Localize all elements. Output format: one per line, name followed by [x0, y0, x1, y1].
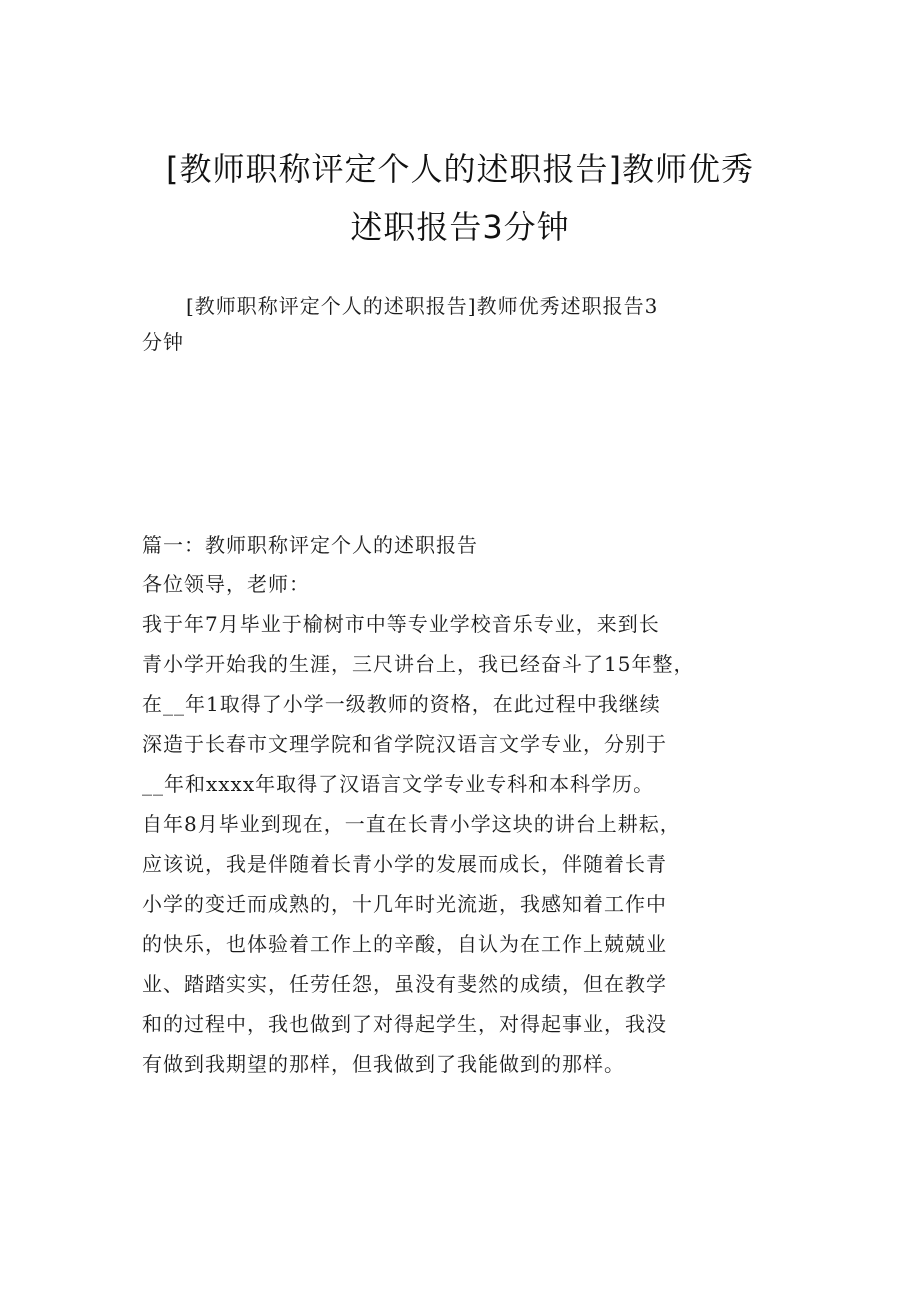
body-line: 自年8月毕业到现在，一直在长青小学这块的讲台上耕耘， [142, 812, 681, 836]
subtitle-line-2: 分钟 [142, 330, 184, 354]
body-line: 的快乐，也体验着工作上的辛酸，自认为在工作上兢兢业 [142, 932, 667, 956]
document-title [100, 140, 820, 256]
body-line: 业、踏踏实实，任劳任怨，虽没有斐然的成绩，但在教学 [142, 972, 667, 996]
title-line-1: [教师职称评定个人的述职报告]教师优秀 [166, 150, 754, 188]
body-line: __年和xxxx年取得了汉语言文学专业专科和本科学历。 [142, 772, 655, 796]
document-subtitle [142, 288, 782, 360]
body-line: 深造于长春市文理学院和省学院汉语言文学专业，分别于 [142, 732, 667, 756]
title-line-2: 述职报告3分钟 [350, 208, 570, 246]
subtitle-line-1: [教师职称评定个人的述职报告]教师优秀述职报告3 [186, 294, 659, 318]
body-line: 在__年1取得了小学一级教师的资格，在此过程中我继续 [142, 692, 661, 716]
document-body [142, 526, 802, 1084]
body-line: 应该说，我是伴随着长青小学的发展而成长，伴随着长青 [142, 852, 667, 876]
section-heading: 篇一：教师职称评定个人的述职报告 [142, 533, 478, 557]
salutation: 各位领导，老师： [142, 572, 310, 596]
body-line: 青小学开始我的生涯，三尺讲台上，我已经奋斗了15年整， [142, 652, 695, 676]
body-line: 和的过程中，我也做到了对得起学生，对得起事业，我没 [142, 1012, 667, 1036]
body-line: 有做到我期望的那样，但我做到了我能做到的那样。 [142, 1052, 625, 1076]
body-line: 小学的变迁而成熟的，十几年时光流逝，我感知着工作中 [142, 892, 667, 916]
body-line: 我于年7月毕业于榆树市中等专业学校音乐专业，来到长 [142, 612, 660, 636]
